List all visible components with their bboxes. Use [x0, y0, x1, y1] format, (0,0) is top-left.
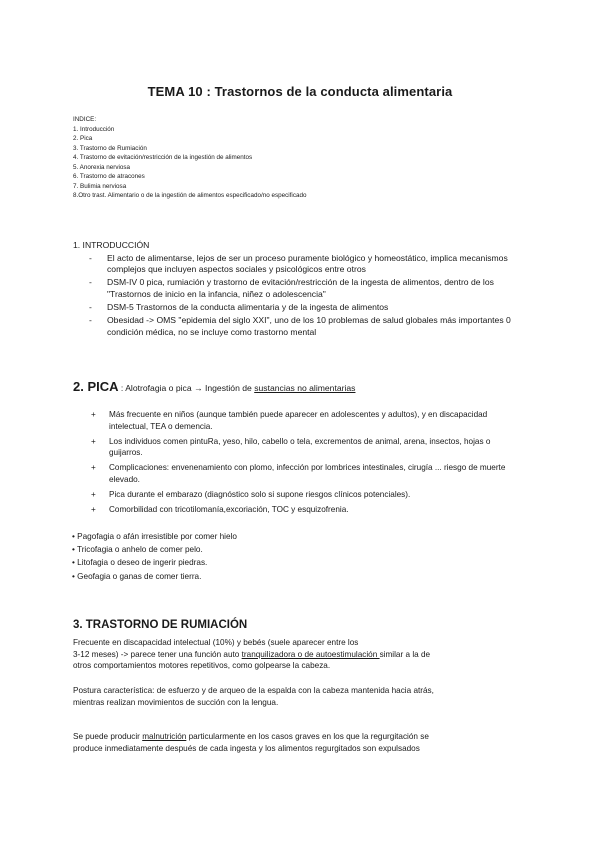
paragraph-line: Postura característica: de esfuerzo y de arqueo de la espalda con la cabeza mantenida hacia atrás,: [73, 686, 434, 695]
paragraph-line: Frecuente en discapacidad intelectual (10%) y bebés (suele aparecer entre los: [73, 638, 359, 647]
pica-subtitle: : Alotrofagia o pica → Ingestión de: [118, 383, 255, 393]
list-item: + Comorbilidad con tricotilomanía,excoriación, TOC y esquizofrenia.: [109, 504, 513, 516]
index-item: 4. Trastorno de evitación/restricción de la ingestión de alimentos: [73, 154, 253, 161]
intro-list: [73, 253, 533, 339]
text-run: similar a la de: [379, 649, 431, 659]
text-run: 3-12 meses) -> parece tener una función auto: [73, 649, 242, 659]
pica-features: [73, 409, 513, 518]
text-run: particularmente en los casos graves en los que la regurgitación se: [186, 732, 429, 741]
list-item: - El acto de alimentarse, lejos de ser un proceso puramente biológico y homeostático, implica mecanismos complejos que incluyen aspectos sociales y psicológicos entre otros: [107, 253, 533, 276]
table-of-contents: [73, 115, 306, 201]
index-item: 1. Introducción: [73, 125, 115, 133]
text-run: Se puede producir: [73, 732, 143, 741]
paragraph: [73, 685, 533, 708]
paragraph-line: [73, 731, 533, 743]
index-item: 5. Anorexia nerviosa: [73, 163, 131, 171]
index-item: 8.Otro trast. Alimentario o de la ingestión de alimentos especificado/no especificado: [73, 192, 307, 199]
paragraph-line: [73, 649, 533, 661]
paragraph: [73, 637, 533, 672]
paragraph-line: mientras realizan movimientos de succión con la lengua.: [73, 697, 279, 707]
text-underlined: tranquilizadora o de autoestimulación: [241, 649, 380, 659]
section-pica-heading: [73, 379, 355, 394]
list-item: • Geofagia o ganas de comer tierra.: [72, 571, 202, 581]
list-item: + Pica durante el embarazo (diagnóstico solo si supone riesgos clínicos potenciales).: [109, 489, 513, 501]
list-item: • Pagofagia o afán irresistible por comer hielo: [72, 532, 237, 541]
list-item: • Tricofagia o anhelo de comer pelo.: [72, 545, 203, 555]
text-underlined: malnutrición: [142, 732, 187, 741]
section-heading: 1. INTRODUCCIÓN: [73, 240, 150, 250]
pica-list: [73, 409, 513, 515]
list-item: - DSM-IV 0 pica, rumiación y trastorno de evitación/restricción de la ingesta de alimentos, dentro de los "Trastornos de inicio en la infancia, niñez o adolescencia": [107, 277, 533, 300]
list-item: - DSM-5 Trastornos de la conducta alimentaria y de la ingesta de alimentos: [107, 302, 533, 314]
section-heading: 2. PICA: [73, 379, 119, 394]
list-item: + Más frecuente en niños (aunque también puede aparecer en adolescentes y adultos), y en discapacidad intelectual, TEA o demencia.: [109, 409, 513, 433]
pica-subtitle-underlined: sustancias no alimentarias: [254, 383, 356, 393]
list-item: - Obesidad -> OMS "epidemia del siglo XXI", uno de los 10 problemas de salud globales más importantes 0 condición médica, no se incluye como trastorno mental: [107, 315, 533, 338]
paragraph: [73, 731, 533, 754]
list-item: + Los individuos comen pintuRa, yeso, hilo, cabello o tela, excrementos de animal, arena, insectos, hojas o guijarros.: [109, 436, 513, 460]
list-item: + Complicaciones: envenenamiento con plomo, infección por lombrices intestinales, cirugía ... riesgo de muerte elevado.: [109, 462, 513, 486]
index-heading: INDICE:: [73, 116, 97, 123]
pica-types: [72, 530, 237, 583]
section-heading: 3. TRASTORNO DE RUMIACIÓN: [73, 619, 248, 631]
list-item: • Litofagia o deseo de ingerir piedras.: [72, 558, 208, 568]
index-item: 3. Trastorno de Rumiación: [73, 144, 147, 152]
index-item: 7. Bulimia nerviosa: [73, 182, 127, 190]
index-item: 6. Trastorno de atracones: [73, 173, 145, 180]
paragraph-line: otros comportamientos motores repetitivos, como golpearse la cabeza.: [73, 661, 331, 671]
paragraph-line: produce inmediatamente después de cada ingesta y los alimentos regurgitados son expulsados: [73, 743, 420, 753]
document-title: TEMA 10 : Trastornos de la conducta alimentaria: [147, 84, 453, 99]
section-introduccion: [73, 240, 533, 340]
index-item: 2. Pica: [73, 135, 93, 142]
